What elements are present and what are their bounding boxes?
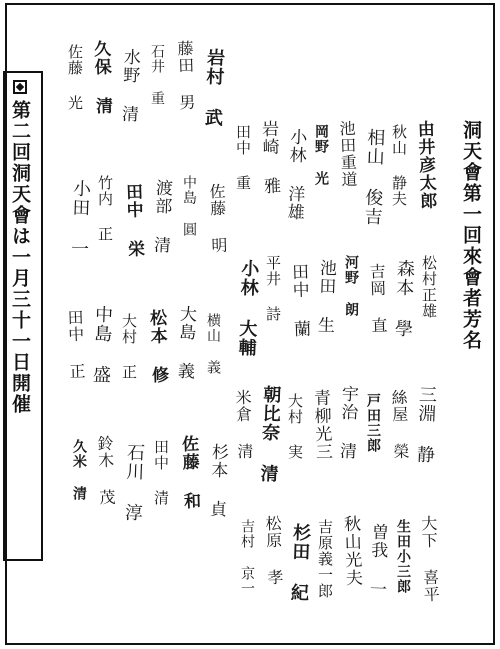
signature-23: 大村 実: [286, 393, 304, 460]
signature-51: 中島 盛: [89, 304, 114, 385]
signature-6: 森本 學: [391, 258, 416, 339]
signature-19: 青柳光三: [309, 388, 333, 462]
signature-49: 久保 清: [89, 39, 113, 116]
signature-33: 岩村 武: [201, 47, 226, 128]
signature-3: 三淵 静: [413, 384, 438, 465]
signature-37: 藤田 男: [174, 39, 197, 112]
signature-32: 吉村 京一: [239, 519, 255, 596]
diamond-icon: [13, 80, 27, 94]
signature-10: 吉岡 直: [366, 262, 389, 335]
signature-1: 由井彦太郎: [413, 119, 437, 211]
signature-2: 松村正雄: [420, 255, 438, 319]
signature-18: 池田 生: [313, 258, 337, 335]
signature-48: 石川 淳: [121, 442, 146, 523]
signature-34: 佐藤 明: [206, 182, 229, 255]
signature-46: 田中 栄: [121, 182, 145, 259]
signature-53: 佐藤 光: [66, 44, 84, 111]
signature-40: 佐藤 和: [177, 434, 201, 511]
document-title: 洞天會第一回來會者芳名: [460, 120, 482, 351]
signature-13: 池田重道: [336, 119, 359, 189]
signature-56: 久米 清: [71, 439, 87, 501]
signature-52: 鈴木 茂: [94, 434, 117, 507]
signature-39: 大島 義: [173, 304, 197, 381]
signature-43: 松本 修: [145, 308, 169, 385]
signature-7: 絲屋 榮: [388, 388, 411, 461]
signature-29: 田中 重: [234, 124, 252, 191]
signature-16: 秋山光夫: [339, 514, 363, 588]
signature-50: 竹内 正: [96, 175, 114, 242]
signature-42: 渡部 清: [149, 178, 173, 255]
side-note-text: 第二回洞天會は一月三十一日開催: [9, 100, 31, 415]
signature-47: 大村 正: [120, 313, 138, 380]
signature-41: 石井 重: [149, 44, 165, 106]
signature-9: 相山 俊吉: [361, 127, 386, 227]
signature-22: 田中 蘭: [287, 262, 311, 339]
signature-17: 岡野 光: [313, 124, 329, 186]
signature-35: 横山 義: [205, 313, 221, 375]
signature-54: 小田 一: [67, 178, 92, 259]
signature-8: 生田小三郎: [395, 519, 411, 594]
signature-5: 秋山 静夫: [390, 124, 408, 207]
signature-44: 田中 清: [152, 439, 170, 506]
signature-30: 小林 大輔: [235, 258, 260, 358]
signature-14: 河野 朗: [343, 255, 359, 317]
signature-31: 米倉 清: [232, 388, 255, 461]
signature-15: 宇治 清: [335, 384, 359, 461]
signature-21: 小林 洋雄: [283, 127, 307, 222]
signature-36: 杉本 貞: [205, 442, 229, 519]
signature-20: 吉原義一郎: [316, 519, 334, 599]
signature-38: 中島 圓: [181, 175, 197, 237]
signature-55: 田中 正: [64, 308, 87, 381]
signature-24: 杉田 紀: [287, 522, 312, 603]
signature-45: 水野 清: [117, 47, 141, 124]
signature-4: 大下 喜平: [418, 514, 441, 604]
signature-26: 平井 詩: [264, 255, 282, 322]
signature-28: 松原 孝: [262, 514, 285, 587]
signature-25: 岩崎 雅: [257, 119, 281, 196]
signature-12: 曽我 一: [365, 522, 389, 599]
side-note: [8, 80, 32, 415]
signature-11: 戸田三郎: [365, 393, 381, 453]
signature-27: 朝比奈 清: [257, 384, 282, 484]
